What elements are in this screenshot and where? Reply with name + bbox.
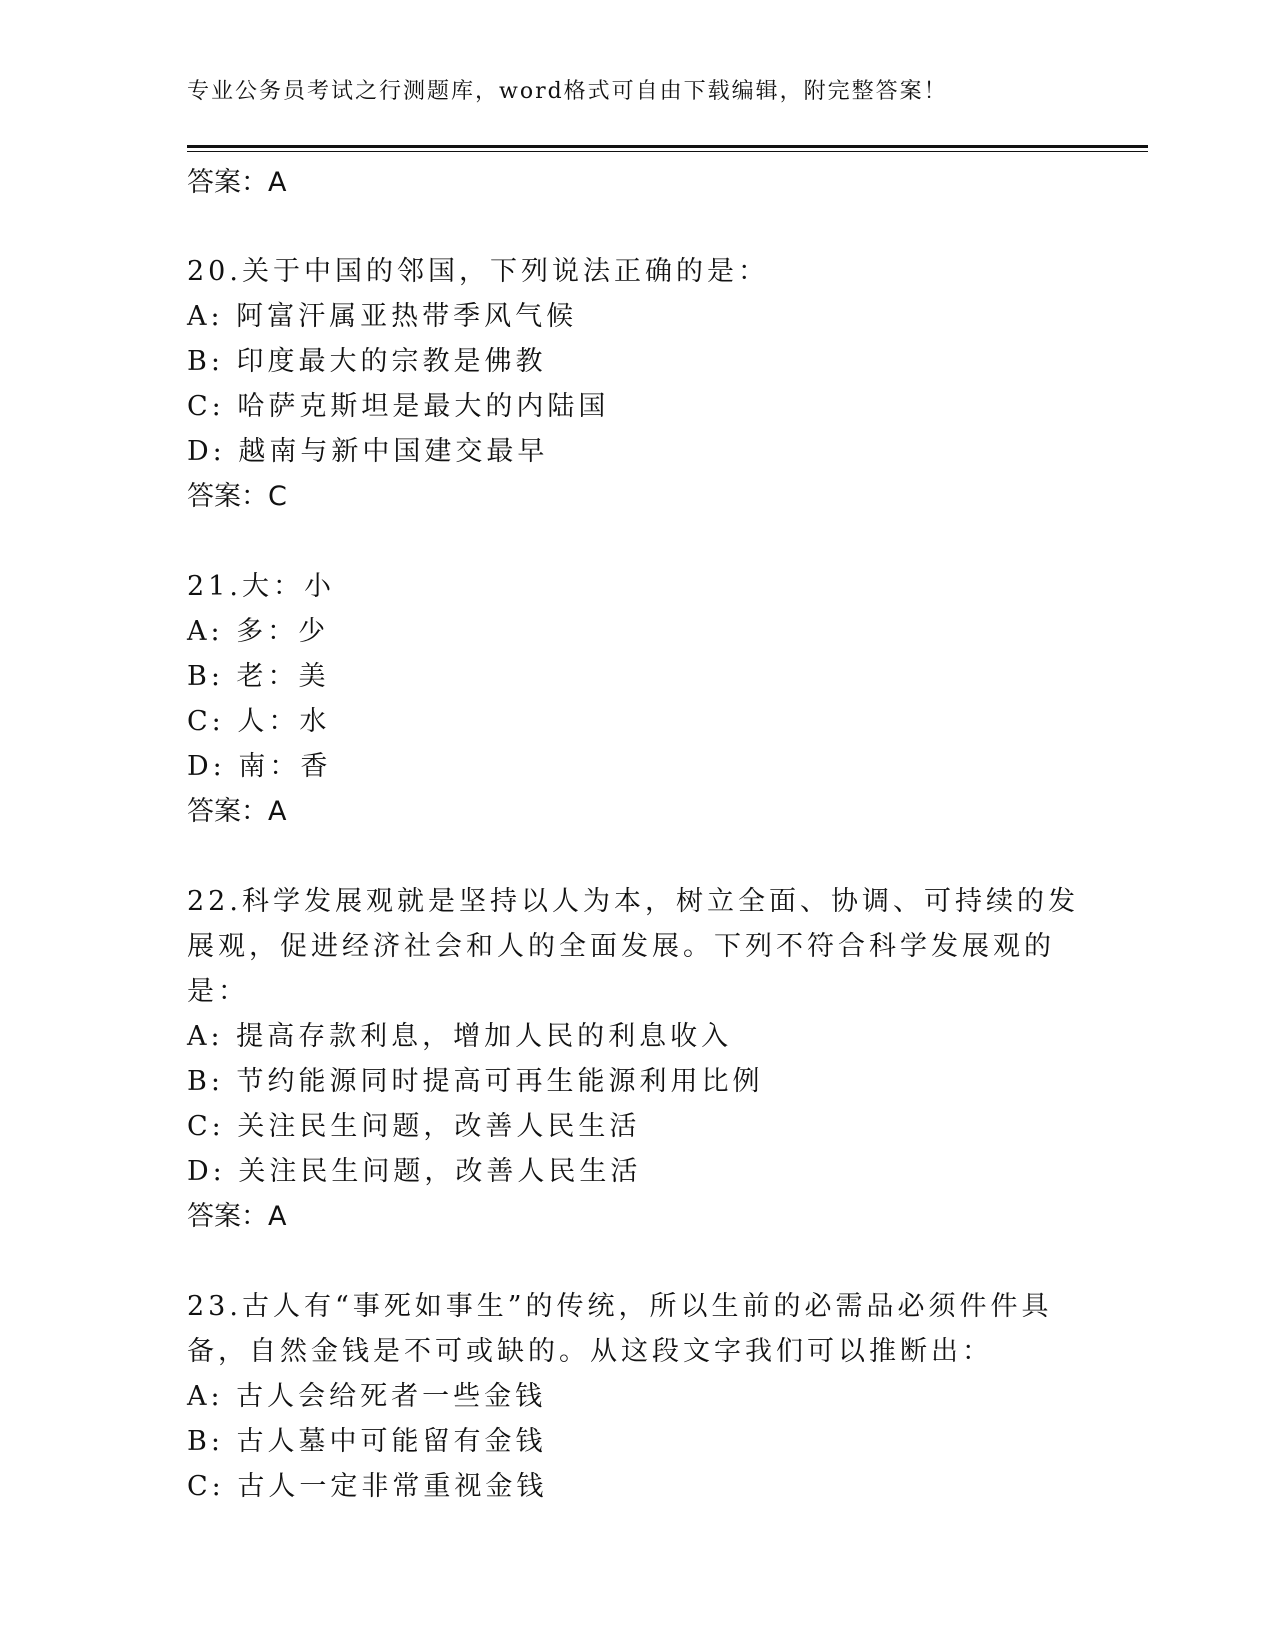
option-a: A: 古人会给死者一些金钱: [187, 1381, 547, 1412]
option-b: B: 印度最大的宗教是佛教: [187, 346, 547, 377]
answer-line: 答案：A: [187, 167, 287, 198]
option-d: D: 南：香: [187, 751, 332, 782]
option-c: C: 关注民生问题，改善人民生活: [187, 1111, 641, 1142]
question-21: [187, 564, 1087, 834]
header-rule: [187, 145, 1148, 148]
answer-line: 答案：C: [187, 481, 287, 512]
question-20: [187, 249, 1087, 519]
question-stem: 20.关于中国的邻国，下列说法正确的是：: [187, 256, 769, 287]
header-rule-thin: [187, 151, 1148, 152]
option-b: B: 老：美: [187, 661, 330, 692]
document-body: [187, 160, 1087, 1509]
question-stem: 22.科学发展观就是坚持以人为本，树立全面、协调、可持续的发展观，促进经济社会和人的全面发展。下列不符合科学发展观的是：: [187, 886, 1079, 1007]
option-b: B: 古人墓中可能留有金钱: [187, 1426, 547, 1457]
option-c: C: 古人一定非常重视金钱: [187, 1471, 548, 1502]
option-a: A: 提高存款利息，增加人民的利息收入: [187, 1021, 733, 1052]
option-d: D: 关注民生问题，改善人民生活: [187, 1156, 642, 1187]
option-d: D: 越南与新中国建交最早: [187, 436, 549, 467]
answer-line: 答案：A: [187, 796, 287, 827]
question-stem: 23.古人有“事死如事生”的传统，所以生前的必需品必须件件具备，自然金钱是不可或缺的。从这段文字我们可以推断出：: [187, 1291, 1053, 1367]
option-b: B: 节约能源同时提高可再生能源利用比例: [187, 1066, 764, 1097]
question-23: [187, 1284, 1087, 1509]
answer-line: 答案：A: [187, 1201, 287, 1232]
question-stem: 21.大：小: [187, 571, 335, 602]
option-c: C: 人：水: [187, 706, 331, 737]
option-c: C: 哈萨克斯坦是最大的内陆国: [187, 391, 610, 422]
question-22: [187, 879, 1087, 1239]
page-header: 专业公务员考试之行测题库，word格式可自由下载编辑，附完整答案！: [187, 79, 948, 104]
option-a: A: 阿富汗属亚热带季风气候: [187, 301, 578, 332]
option-a: A: 多：少: [187, 616, 330, 647]
